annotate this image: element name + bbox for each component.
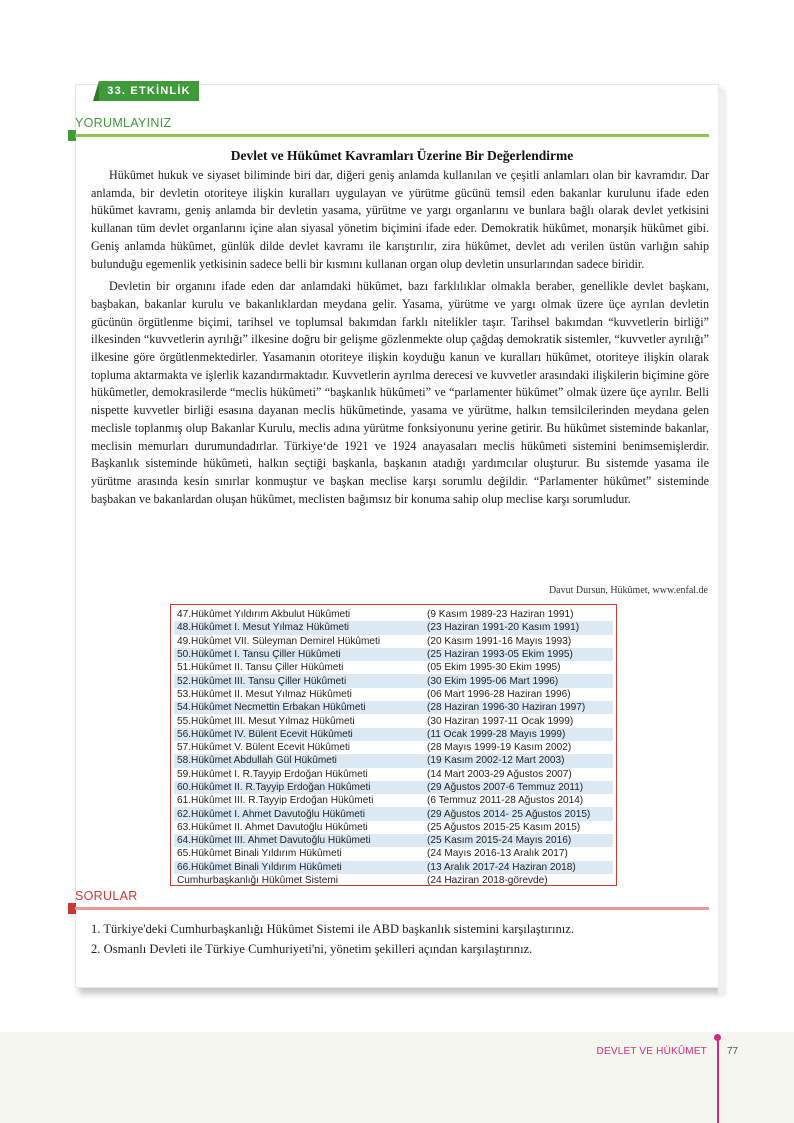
table-row — [174, 661, 613, 674]
table-row — [174, 674, 613, 687]
table-row — [174, 688, 613, 701]
footer-divider — [717, 1037, 719, 1123]
section-divider — [75, 134, 709, 137]
table-row — [174, 861, 613, 874]
question-item: 1. Türkiye'deki Cumhurbaşkanlığı Hükûmet Sistemi ile ABD başkanlık sistemini karşılaştırınız. — [91, 922, 574, 936]
government-dates: (30 Ekim 1995-06 Mart 1996) — [427, 674, 613, 687]
article-source: Davut Dursun, Hükûmet, www.enfal.de — [548, 585, 708, 596]
section-label-sorular: SORULAR — [75, 889, 138, 903]
government-name: 56.Hükûmet IV. Bülent Ecevit Hükûmeti — [174, 728, 427, 741]
government-name: 59.Hükûmet I. R.Tayyip Erdoğan Hükûmeti — [177, 768, 368, 780]
government-dates: (23 Haziran 1991-20 Kasım 1991) — [427, 621, 613, 634]
government-dates: (28 Mayıs 1999-19 Kasım 2002) — [427, 742, 572, 754]
government-dates: (29 Ağustos 2014- 25 Ağustos 2015) — [427, 807, 613, 820]
government-name: 55.Hükûmet III. Mesut Yılmaz Hükûmeti — [177, 715, 355, 727]
section-label-yorumlayiniz: YORUMLAYINIZ — [75, 116, 172, 130]
government-name: 64.Hükûmet III. Ahmet Davutoğlu Hükûmeti — [174, 834, 427, 847]
government-name: 54.Hükûmet Necmettin Erbakan Hükûmeti — [174, 701, 427, 714]
government-dates: (06 Mart 1996-28 Haziran 1996) — [427, 688, 571, 700]
government-dates: (25 Haziran 1993-05 Ekim 1995) — [427, 648, 613, 661]
government-name: 63.Hükûmet II. Ahmet Davutoğlu Hükûmeti — [177, 821, 368, 833]
government-name: Cumhurbaşkanlığı Hükûmet Sistemi — [177, 875, 339, 887]
table-row — [174, 807, 613, 820]
table-row — [174, 701, 613, 714]
government-name: 57.Hükûmet V. Bülent Ecevit Hükûmeti — [177, 742, 350, 754]
government-name: 62.Hükûmet I. Ahmet Davutoğlu Hükûmeti — [174, 807, 427, 820]
section-divider — [75, 907, 709, 910]
footer-unit-title: DEVLET VE HÜKÛMET — [596, 1046, 707, 1057]
article-body — [91, 167, 709, 513]
table-row — [174, 728, 613, 741]
government-name: 51.Hükûmet II. Tansu Çiller Hükûmeti — [177, 662, 344, 674]
table-row — [174, 768, 613, 781]
article-title: Devlet ve Hükûmet Kavramları Üzerine Bir Değerlendirme — [230, 148, 574, 163]
table-row — [174, 608, 613, 621]
government-name: 50.Hükûmet I. Tansu Çiller Hükûmeti — [174, 648, 427, 661]
questions-list — [91, 919, 709, 959]
government-name: 47.Hükûmet Yıldırım Akbulut Hükûmeti — [177, 609, 351, 621]
article-paragraph: Devletin bir organını ifade eden dar anlamdaki hükûmet, bazı farklılıklar olmakla beraber, genellikle devlet başkanı, başbakan, bakanlar kurulu ve bakanlıklardan meydana gelir. Yasama, yürütme ve yargı olmak üzere üçe ayrılan devletin gücünün örgütlenme biçimi, tarihsel ve toplumsal bakımdan farklı nitelikler taşır. Tarihsel bakımdan “kuvvetlerin birliği” ilkesinden “kuvvetlerin ayrılığı” ilkesine doğru bir gelişme gözlenmekte olup çağdaş demokratik sistemler, “kuvvetler ayrılığı” ilkesine göre örgütlenmektedirler. Yasamanın otoriteye ilişkin koyduğu kanun ve kuralları hükûmet, otoriteye ilişkin olarak topluma aktarmakta ve işlerlik kazandırmaktadır. Kuvvetlerin ayrılma derecesi ve kuvvetler arasındaki ilişkilerin biçimine göre hükûmetler, demokrasilerde “meclis hükûmeti” “başkanlık hükûmeti” ve “parlamenter hükûmet” olmak üzere üçe ayrılır. Belli nispette kuvvetler birliği esasına dayanan meclis hükûmetinde, yasama ve yürütme, halkın temsilcilerinden meydana gelen meclisle toplanmış olup Bakanlar Kurulu, meclis adına yürütme fonksiyonunu yerine getirir. Bu hükûmet sisteminde bakanlar, meclisin memurları durumundadırlar. Türkiye‘de 1921 ve 1924 anayasaları meclis hükûmeti sistemini benimsemişlerdir. Başkanlık sisteminde hükûmeti, halkın seçtiği başkanla, başkanın atadığı yardımcılar oluşturur. Bu sistemde yasama ile yürütme arasında kesin sınırlar konmuştur ve başkan meclise karşı sorumlu değildir. “Parlamenter hükûmet” sisteminde başbakan ve bakanlardan oluşan hükûmet, meclisten bağımsız bir konuma sahip olup meclise karşı sorumludur. — [91, 279, 709, 506]
government-name: 52.Hükûmet III. Tansu Çiller Hükûmeti — [174, 674, 427, 687]
table-row — [174, 781, 613, 794]
table-row — [174, 635, 613, 648]
page-number: 77 — [727, 1046, 739, 1057]
table-row — [174, 794, 613, 807]
government-dates: (29 Ağustos 2007-6 Temmuz 2011) — [427, 781, 613, 794]
government-name: 65.Hükûmet Binali Yıldırım Hükûmeti — [177, 848, 342, 860]
government-dates: (28 Haziran 1996-30 Haziran 1997) — [427, 701, 613, 714]
table-row — [174, 821, 613, 834]
government-dates: (05 Ekim 1995-30 Ekim 1995) — [427, 662, 561, 674]
table-row — [174, 648, 613, 661]
table-row — [174, 754, 613, 767]
government-dates: (11 Ocak 1999-28 Mayıs 1999) — [427, 728, 613, 741]
government-dates: (24 Haziran 2018-görevde) — [427, 875, 548, 887]
government-name: 61.Hükûmet III. R.Tayyip Erdoğan Hükûmeti — [177, 795, 374, 807]
activity-tag: 33. ETKİNLİK — [99, 81, 199, 101]
government-dates: (19 Kasım 2002-12 Mart 2003) — [427, 754, 613, 767]
government-dates: (13 Aralık 2017-24 Haziran 2018) — [427, 861, 613, 874]
governments-table — [174, 608, 613, 887]
government-dates: (14 Mart 2003-29 Ağustos 2007) — [427, 768, 572, 780]
question-item: 2. Osmanlı Devleti ile Türkiye Cumhuriyeti'ni, yönetim şekilleri açından karşılaştırınız. — [91, 942, 533, 956]
government-dates: (25 Kasım 2015-24 Mayıs 2016) — [427, 834, 613, 847]
table-row — [174, 847, 613, 860]
table-row — [174, 834, 613, 847]
table-row — [174, 714, 613, 727]
table-row — [174, 741, 613, 754]
government-dates: (20 Kasım 1991-16 Mayıs 1993) — [427, 635, 572, 647]
government-dates: (9 Kasım 1989-23 Haziran 1991) — [427, 609, 574, 621]
governments-table-box — [170, 604, 617, 886]
table-row — [174, 621, 613, 634]
government-name: 49.Hükûmet VII. Süleyman Demirel Hükûmeti — [177, 635, 381, 647]
table-row — [174, 874, 613, 887]
government-name: 60.Hükûmet II. R.Tayyip Erdoğan Hükûmeti — [174, 781, 427, 794]
article-paragraph: Hükûmet hukuk ve siyaset biliminde biri dar, diğeri geniş anlamda kullanılan ve çeşitli anlamları olan bir kavramdır. Dar anlamda, bir devletin otoriteye ilişkin kuralları uygulayan ve yürütme gücünü temsil eden bakanlar kurulunu ifade eden hükûmet kavramı, geniş anlamda bir devletin yasama, yürütme ve yargı organlarını ve bunlara bağlı olarak devlet yetkisini kullanan tüm devlet organlarını içine alan siyasal yönetim biçimini ifade eder. Demokratik hükûmet, monarşik hükûmet gibi. Geniş anlamda hükûmet, günlük dilde devlet kavramı ile karıştırılır, zira hükûmet, devlet adı verilen üstün varlığın sahip bulunduğu egemenlik yetkisinin sadece belli bir kısmını kullanan organ olup devletin unsurlarından sadece biridir. — [91, 168, 709, 271]
government-name: 53.Hükûmet II. Mesut Yılmaz Hükûmeti — [177, 688, 352, 700]
government-dates: (24 Mayıs 2016-13 Aralık 2017) — [427, 848, 568, 860]
government-name: 48.Hükûmet I. Mesut Yılmaz Hükûmeti — [174, 621, 427, 634]
government-dates: (6 Temmuz 2011-28 Ağustos 2014) — [427, 795, 584, 807]
government-name: 66.Hükûmet Binali Yıldırım Hükûmeti — [174, 861, 427, 874]
government-name: 58.Hükûmet Abdullah Gül Hükûmeti — [174, 754, 427, 767]
government-dates: (30 Haziran 1997-11 Ocak 1999) — [427, 715, 574, 727]
government-dates: (25 Ağustos 2015-25 Kasım 2015) — [427, 821, 581, 833]
